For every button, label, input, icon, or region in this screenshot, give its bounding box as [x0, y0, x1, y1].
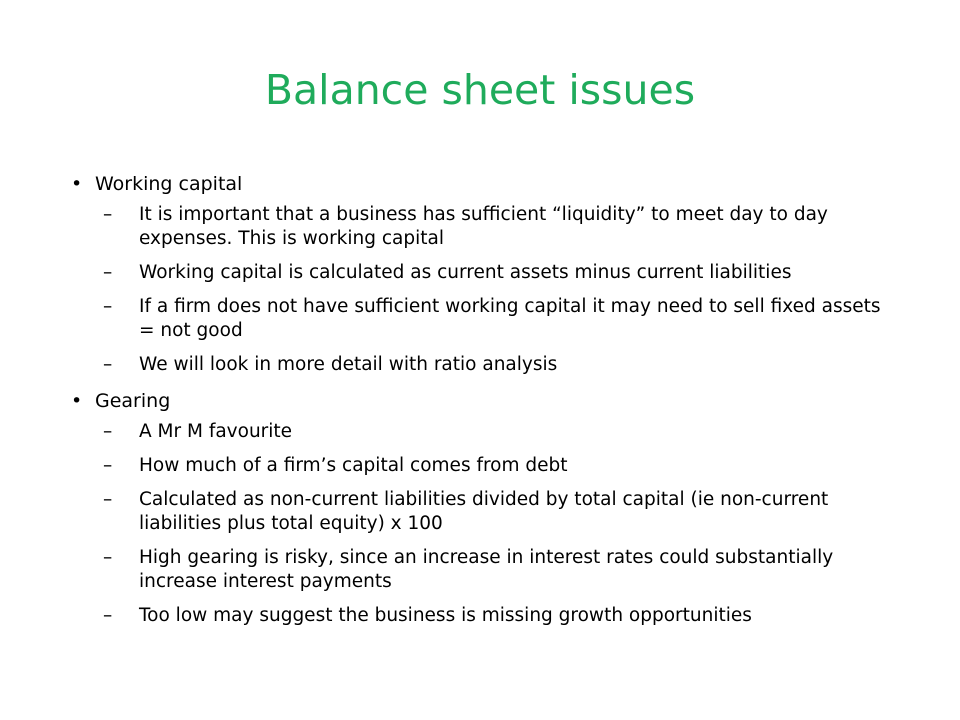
dash-icon: –	[103, 354, 113, 375]
dash-icon: –	[103, 547, 113, 568]
bullet-heading: Working capital	[95, 173, 243, 195]
dash-icon: –	[103, 204, 113, 225]
bullet-working-capital	[71, 170, 885, 198]
bullet-gearing	[71, 387, 885, 415]
sub-point	[103, 546, 885, 594]
slide-content	[71, 170, 885, 638]
sub-point	[103, 261, 885, 285]
sub-point-text: Too low may suggest the business is missing growth opportunities	[139, 605, 752, 626]
dash-icon: –	[103, 421, 113, 442]
dash-icon: –	[103, 296, 113, 317]
sub-point	[103, 488, 885, 536]
sub-point-text: We will look in more detail with ratio analysis	[139, 354, 558, 375]
bullet-icon: •	[71, 173, 83, 195]
sub-point	[103, 295, 885, 343]
sub-point	[103, 420, 885, 444]
dash-icon: –	[103, 489, 113, 510]
dash-icon: –	[103, 262, 113, 283]
sub-point-text: If a firm does not have sufficient working capital it may need to sell fixed assets = not good	[139, 296, 881, 341]
dash-icon: –	[103, 455, 113, 476]
sub-point	[103, 604, 885, 628]
bullet-heading: Gearing	[95, 390, 171, 412]
sub-point-text: How much of a firm’s capital comes from debt	[139, 455, 568, 476]
sub-point	[103, 454, 885, 478]
bullet-icon: •	[71, 390, 83, 412]
sub-point-text: A Mr M favourite	[139, 421, 293, 442]
slide-title: Balance sheet issues	[264, 66, 696, 114]
dash-icon: –	[103, 605, 113, 626]
sub-point	[103, 203, 885, 251]
sub-point-text: Working capital is calculated as current assets minus current liabilities	[139, 262, 792, 283]
sub-point-text: Calculated as non-current liabilities divided by total capital (ie non-current liabilities plus total equity) x 100	[139, 489, 829, 534]
sub-point-text: High gearing is risky, since an increase in interest rates could substantially increase interest payments	[139, 547, 834, 592]
sub-point-text: It is important that a business has sufficient “liquidity” to meet day to day expenses. This is working capital	[139, 204, 828, 249]
sub-point	[103, 353, 885, 377]
